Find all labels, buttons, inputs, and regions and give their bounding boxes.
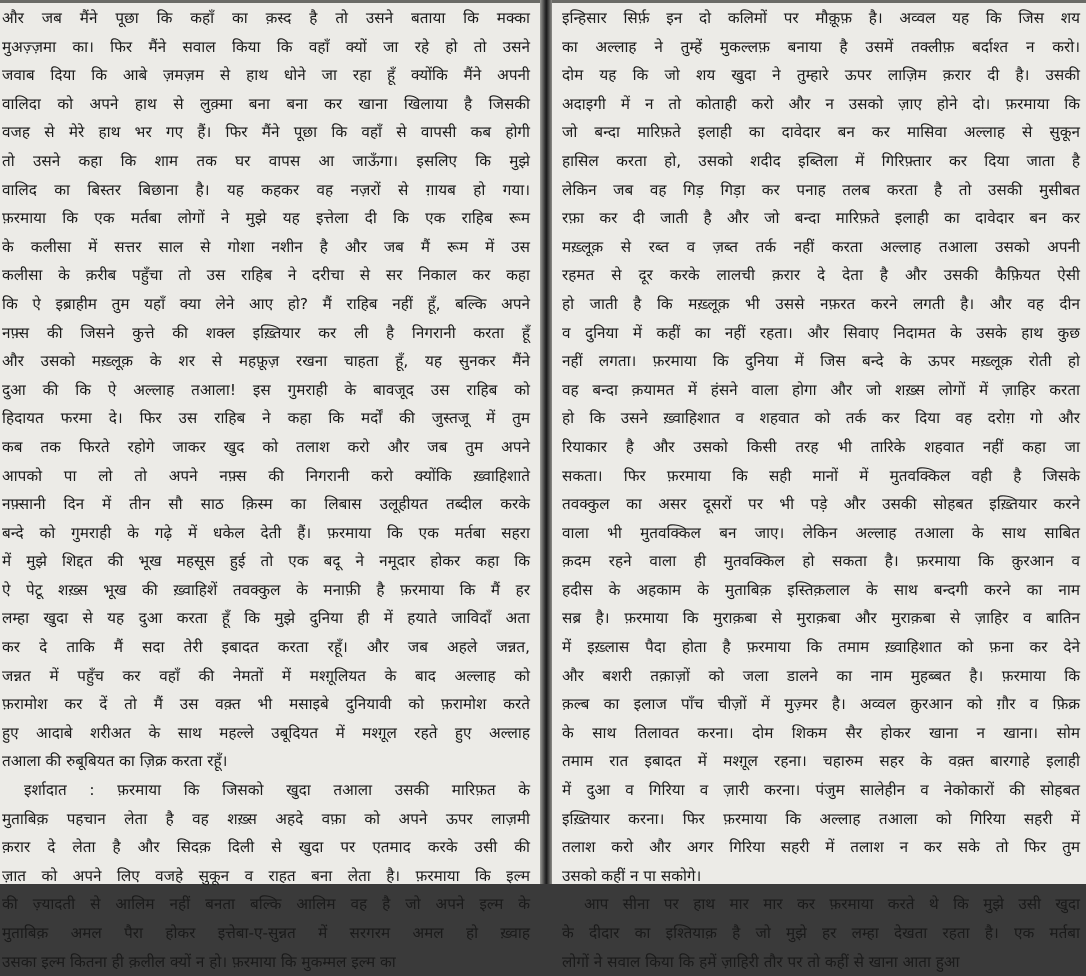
text-line: हुए आदाबे शरीअत के साथ महल्ले उबूदियत में मश्ग़ूल रहते हुए अल्लाह <box>2 723 530 742</box>
text-line: हो कि उसने ख़्वाहिशात व शहवात को तर्क कर दिया वह दरोग़ गो और <box>562 409 1080 428</box>
text-line: इख़्तियार करना। फिर फ़रमाया कि अल्लाह तआला को गिरिया सहरी में <box>562 809 1080 828</box>
text-line: कर दे ताकि मैं सदा तेरी इबादत करता रहूँ। और जब अहले जन्नत, <box>2 638 530 657</box>
text-line: ऐ पेटू शख़्स भूख की ख़्वाहिशें तवक्कुल के मनाफ़ी है फ़रमाया कि मैं हर <box>2 580 530 599</box>
left-page <box>0 0 540 971</box>
text-line: जो बन्दा मारिफ़ते इलाही का दावेदार बन कर मासिवा अल्लाह से सुकून <box>562 123 1080 142</box>
text-line: वाला भी मुतवक्किल बन जाए। लेकिन अल्लाह तआला के साथ साबित <box>562 523 1080 542</box>
text-line: में इख़्लास पैदा होता है फ़रमाया कि तमाम ख़्वाहिशात को फ़ना कर देने <box>562 638 1080 657</box>
text-line: में मुझे शिद्दत की भूख महसूस हुई तो एक बदू ने नमूदार होकर कहा कि <box>2 552 530 571</box>
text-line: लम्हा खुदा से यह दुआ करता हूँ कि मुझे दुनिया ही में हयाते जाविदाँ अता <box>2 609 530 628</box>
text-line: आप सीना पर हाथ मार मार कर फ़रमाया करते थे कि मुझे उसी खुदा <box>584 895 1080 914</box>
text-line: हिदायत फरमा दे। फिर उस राहिब ने कहा कि मर्दों की जुस्तजू में तुम <box>2 409 530 428</box>
text-line: आपको पा लो तो अपने नफ़्स की निगरानी करो क्योंकि ख़्वाहिशाते <box>2 466 530 485</box>
text-line: और जब मैंने पूछा कि कहाँ का क़स्द है तो उसने बताया कि मक्का <box>2 9 530 27</box>
text-line: के साथ तिलावत करना। दोम शिकम सैर होकर खाना न खाना। सोम <box>562 723 1080 742</box>
text-line: मख़्लूक़ से रब्त व ज़ब्त तर्क नहीं करता अल्लाह तआला उसको अपनी <box>562 237 1080 256</box>
text-line: के कलीसा में सत्तर साल से गोशा नशीन है और जब मैं रूम में उस <box>2 237 530 256</box>
text-line: हासिल करता हो, उसको शदीद इब्तिला में गिरिफ़्तार कर दिया जाता है <box>562 151 1080 170</box>
text-line: कलीसा के क़रीब पहुँचा तो उस राहिब ने दरीचा से सर निकाल कर कहा <box>2 266 530 285</box>
text-line: रहमत से दूर करके लालची क़रार दे देता है और उसकी कैफ़ियत ऐसी <box>562 266 1080 285</box>
text-line: दुआ की कि ऐ अल्लाह तआला! इस गुमराही के बावजूद उस राहिब को <box>2 380 530 399</box>
text-line: तमाम रात इबादत में मश्ग़ूल रहना। चहारुम सहर के वक़्त बारगाहे इलाही <box>562 752 1080 771</box>
text-line: कि ऐ इब्राहीम तुम यहाँ क्या लेने आए हो? मैं राहिब नहीं हूँ, बल्कि अपने <box>2 294 530 313</box>
text-line: उसका इल्म कितना ही क़लील क्यों न हो। फ़रमाया कि मुकम्मल इल्म का <box>2 952 396 971</box>
text-line: तवक्कुल का असर दूसरों पर भी पड़े और उसकी सोहबत इख़्तियार करने <box>562 495 1080 514</box>
text-line: नफ़्सानी दिन में तीन सौ साठ क़िस्म का लिबास उलूहीयत तब्दील करके <box>2 495 530 514</box>
text-line: वह बन्दा क़यामत में हंसने वाला होगा और जो शख़्स लोगों में ज़ाहिर करता <box>562 380 1080 399</box>
text-line: मुअज़्ज़मा का। फिर मैंने सवाल किया कि वहाँ क्यों जा रहे हो तो उसने <box>2 37 530 56</box>
text-line: तआला की रुबूबियत का ज़िक्र करता रहूँ। <box>2 752 228 771</box>
text-line: इन्हिसार सिर्फ़ इन दो कलिमों पर मौक़ूफ़ है। अव्वल यह कि जिस शय <box>562 9 1080 27</box>
text-line: की ज़्यादती से आलिम नहीं बनता बल्कि आलिम वह है जो अपने इल्म के <box>2 895 530 914</box>
text-line: और बशरी तक़ाज़ों को जला डालने का नाम मुहब्बत है। फ़रमाया कि <box>562 666 1080 685</box>
text-line: दोम यह कि जो शय खुदा ने तुम्हारे ऊपर लाज़िम क़रार दी है। उसकी <box>562 66 1080 85</box>
text-line: सकता। फिर फ़रमाया कि सही मानों में मुतवक्किल वही है जिसके <box>562 466 1080 485</box>
text-line: हो जाती है कि मख़्लूक़ भी उससे नफ़रत करने लगती है। और वह दीन <box>562 294 1080 313</box>
text-line: व दुनिया में कहीं का नहीं रहता। और सिवाए निदामत के उसके हाथ कुछ <box>562 323 1080 342</box>
right-page <box>552 0 1086 971</box>
text-line: फ़रमाया कि एक मर्तबा लोगों ने मुझे यह इत्तेला दी कि एक राहिब रूम <box>2 209 530 228</box>
text-line: सब्र है। फ़रमाया कि मुराक़बा से मुराक़बा और मुराक़बा से ज़ाहिर व बातिन <box>562 609 1080 628</box>
text-line: कब तक फिरते रहोगे जाकर खुद को तलाश करो और जब तुम अपने <box>2 437 530 456</box>
text-line: उसको कहीं न पा सकोगे। <box>562 866 702 885</box>
text-line: इर्शादात : फ़रमाया कि जिसको खुदा तआला उसकी मारिफ़त के <box>24 781 530 800</box>
text-line: और उसको मख़्लूक़ के शर से महफ़ूज़ रखना चाहता हूँ, यह सुनकर मैंने <box>2 352 530 371</box>
top-rule <box>0 0 540 3</box>
text-line: मुताबिक़ पहचान लेता है वह शख़्स अहदे वफ़ा को अपने ऊपर लाज़मी <box>2 809 530 828</box>
top-rule <box>552 0 1086 3</box>
text-line: रफ़ा कर दी जाती है और जो बन्दा मारिफ़ते इलाही का दावेदार बन कर <box>562 209 1080 228</box>
text-line: फ़रामोश कर दें तो मैं उस वक़्त भी मसाइबे दुनियावी को फ़रामोश करते <box>2 695 530 714</box>
text-line: नहीं लगता। फ़रमाया कि दुनिया में जिस बन्दे के ऊपर मख़्लूक़ रोती हो <box>562 352 1080 371</box>
text-line: का अल्लाह ने तुम्हें मुकल्लफ़ बनाया है उसमें तक्लीफ़ बर्दाश्त न करो। <box>562 37 1080 56</box>
text-line: क़रार दे लेता है और सिदक़ दिली से खुदा पर एतमाद करके उसी की <box>2 838 530 857</box>
text-line: नफ़्स की जिसने कुत्ते की शक्ल इख़्तियार कर ली है निगरानी करता हूँ <box>2 323 530 342</box>
text-line: मुताबिक़ अमल पैरा होकर इत्तेबा-ए-सुन्नत में सरगरम अमल हो ख़्वाह <box>2 924 530 942</box>
text-line: वालिदा को अपने हाथ से लुक़्मा बना बना कर खाना खिलाया है जिसकी <box>2 94 530 113</box>
text-line: लेकिन जब वह गिड़ गिड़ा कर पनाह तलब करता है तो उसकी मुसीबत <box>562 180 1080 199</box>
text-line: बन्दे को गुमराही के गढ़े में धकेल देती हैं। फ़रमाया कि एक मर्तबा सहरा <box>2 523 530 542</box>
text-line: रियाकार है और उसको किसी तरह भी तारिके शहवात नहीं कहा जा <box>562 437 1080 456</box>
text-line: जवाब दिया कि आबे ज़मज़म से हाथ धोने जा रहा हूँ क्योंकि मैंने अपनी <box>2 66 530 85</box>
text-line: वालिद का बिस्तर बिछाना है। यह कहकर वह नज़रों से ग़ायब हो गया। <box>2 180 530 199</box>
text-line: में दुआ व गिरिया व ज़ारी करना। पंजुम सालेहीन व नेकोकारों की सोहबत <box>562 781 1080 800</box>
text-line: अदाइगी में न तो कोताही करो और न उसको ज़ाए होने दो। फ़रमाया कि <box>562 94 1080 113</box>
text-line: तो उसने कहा कि शाम तक घर वापस आ जाऊँगा। इसलिए कि मुझे <box>2 151 530 170</box>
text-line: जन्नत में पहुँच कर वहाँ की नेमतों में मश्ग़ूलियत के बाद अल्लाह को <box>2 666 530 685</box>
text-line: तलाश करो और अगर गिरिया सहरी में तलाश न कर सके तो फिर तुम <box>562 838 1080 857</box>
book-gutter <box>540 0 552 884</box>
text-line: क़ल्ब का इलाज पाँच चीज़ों में मुज़्मर है। अव्वल क़ुरआन को ग़ौर व फ़िक्र <box>562 695 1080 714</box>
text-line: हदीस के अहकाम के मुताबिक़ इस्तिक़लाल के साथ बन्दगी करने का नाम <box>562 580 1080 599</box>
text-line: ज़ात को अपने लिए वजहे सुकून व राहत बना लेता है। फ़रमाया कि इल्म <box>2 866 530 885</box>
text-line: क़दम रहने वाला ही मुतवक्किल हो सकता है। फ़रमाया कि क़ुरआन व <box>562 552 1080 571</box>
text-line: लोगों ने सवाल किया कि हमें ज़ाहिरी तौर पर तो कहीं से खाना आता हुआ <box>562 952 960 971</box>
text-line: वजह से मेरे हाथ भर गए हैं। फिर मैंने पूछा कि वहाँ से वापसी कब होगी <box>2 123 530 142</box>
text-line: के दीदार का इश्तियाक़ है जो मुझे हर लम्हा देखता रहता है। एक मर्तबा <box>562 924 1080 942</box>
